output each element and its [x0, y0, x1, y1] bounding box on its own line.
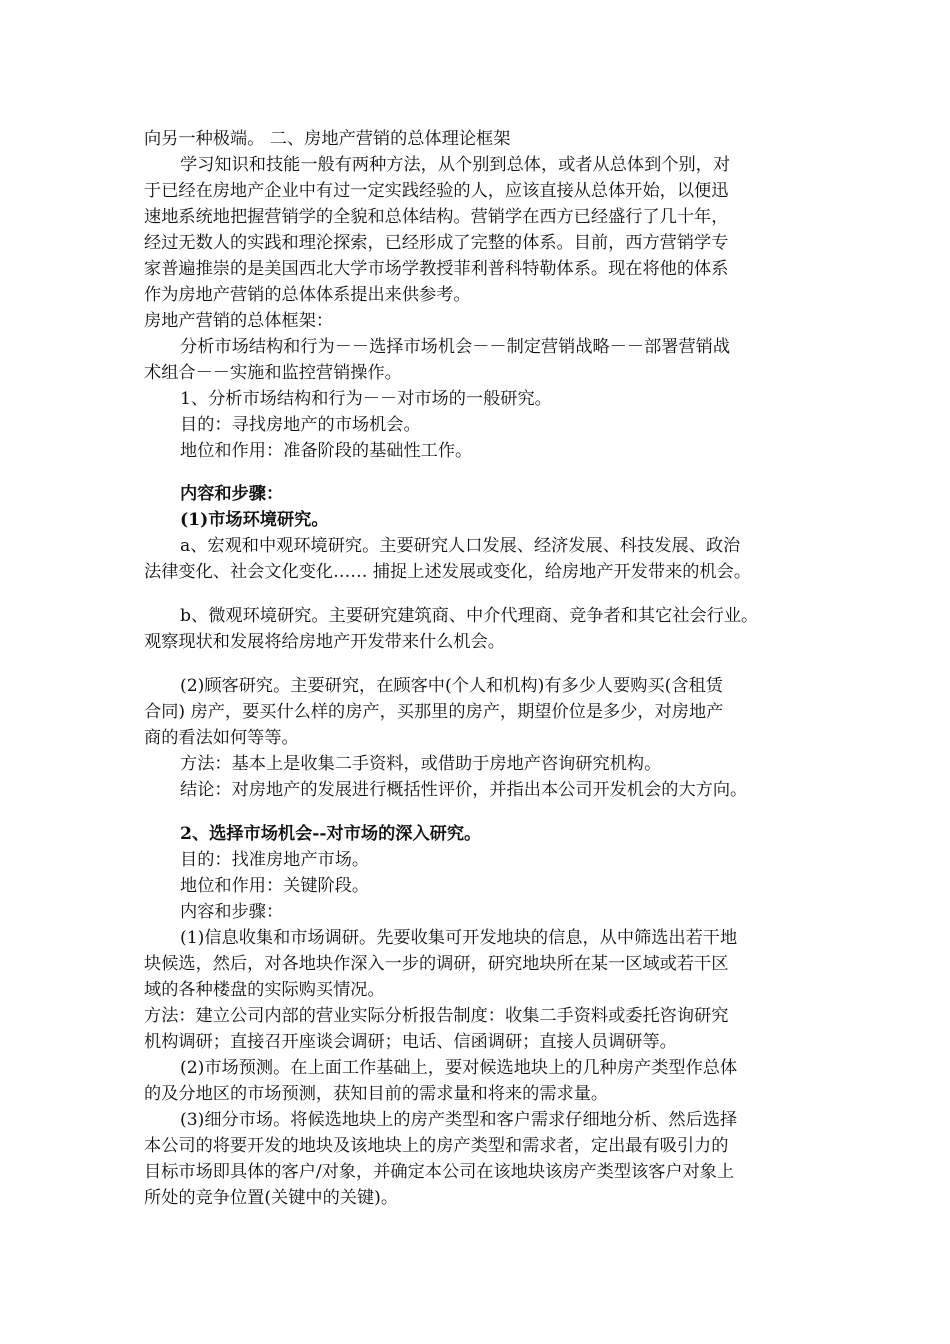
text-line-39: 所处的竞争位置(关键中的关键)。 — [144, 1188, 399, 1208]
text-line-36: (3)细分市场。将候选地块上的房产类型和客户需求仔细地分析、然后选择 — [180, 1110, 738, 1130]
text-line-35: 的及分地区的市场预测，获知目前的需求量和将来的需求量。 — [144, 1084, 609, 1104]
text-line-24: 结论：对房地产的发展进行概括性评价，并指出本公司开发机会的大方向。 — [180, 780, 748, 800]
text-line-23: 方法：基本上是收集二手资料，或借助于房地产咨询研究机构。 — [180, 754, 662, 774]
text-line-29: (1)信息收集和市场调研。先要收集可开发地块的信息，从中筛选出若干地 — [180, 928, 738, 948]
text-line-2: 学习知识和技能一般有两种方法，从个别到总体，或者从总体到个别，对 — [180, 155, 731, 175]
text-line-13: 地位和作用：准备阶段的基础性工作。 — [180, 441, 473, 461]
text-line-8: 房地产营销的总体框架： — [144, 311, 334, 331]
text-line-5: 经过无数人的实践和理沦探索，已经形成了完整的体系。目前，西方营销学专 — [144, 233, 729, 253]
text-line-19: 观察现状和发展将给房地产开发带来什么机会。 — [144, 632, 505, 652]
text-line-28: 内容和步骤： — [180, 902, 284, 922]
text-line-12: 目的：寻找房地产的市场机会。 — [180, 415, 421, 435]
text-line-10: 术组合－－实施和监控营销操作。 — [144, 363, 402, 383]
text-line-17: 法律变化、社会文化变化…… 捕捉上述发展或变化，给房地产开发带来的机会。 — [144, 562, 752, 582]
subsection-heading: (1)市场环境研究。 — [180, 510, 329, 530]
text-line-4: 速地系统地把握营销学的全貌和总体结构。营销学在西方已经盛行了几十年， — [144, 207, 729, 227]
text-line-27: 地位和作用：关键阶段。 — [180, 876, 370, 896]
text-line-22: 商的看法如何等等。 — [144, 728, 299, 748]
section-heading-2: 2、选择市场机会--对市场的深入研究。 — [180, 824, 482, 844]
text-line-32: 方法：建立公司内部的营业实际分析报告制度：收集二手资料或委托咨询研究 — [144, 1006, 729, 1026]
text-line-21: 合同) 房产，要买什么样的房产，买那里的房产，期望价位是多少，对房地产 — [144, 702, 724, 722]
text-line-7: 作为房地产营销的总体体系提出来供参考。 — [144, 285, 471, 305]
text-line-20: (2)顾客研究。主要研究，在顾客中(个人和机构)有多少人要购买(含租赁 — [180, 676, 723, 696]
text-line-6: 家普遍推崇的是美国西北大学市场学教授菲利普科特勒体系。现在将他的体系 — [144, 259, 729, 279]
text-line-31: 域的各种楼盘的实际购买情况。 — [144, 980, 385, 1000]
section-heading: 内容和步骤： — [180, 484, 284, 504]
text-line-16: a、宏观和中观环境研究。主要研究人口发展、经济发展、科技发展、政治 — [180, 536, 741, 556]
text-line-37: 本公司的将要开发的地块及该地块上的房产类型和需求者，定出最有吸引力的 — [144, 1136, 729, 1156]
text-line-18: b、微观环境研究。主要研究建筑商、中介代理商、竞争者和其它社会行业。 — [180, 606, 759, 626]
text-line-9: 分析市场结构和行为－－选择市场机会－－制定营销战略－－部署营销战 — [180, 337, 731, 357]
text-line-33: 机构调研；直接召开座谈会调研；电话、信函调研；直接人员调研等。 — [144, 1032, 677, 1052]
text-line-30: 块候选，然后，对各地块作深入一步的调研，研究地块所在某一区域或若干区 — [144, 954, 729, 974]
text-line-3: 于已经在房地产企业中有过一定实践经验的人，应该直接从总体开始，以便迅 — [144, 181, 729, 201]
text-line-11: 1、分析市场结构和行为－－对市场的一般研究。 — [180, 389, 552, 409]
text-line-38: 目标市场即具体的客户/对象，并确定本公司在该地块该房产类型该客户对象上 — [144, 1162, 735, 1182]
text-line-26: 目的：找准房地产市场。 — [180, 850, 370, 870]
text-line-34: (2)市场预测。在上面工作基础上，要对候选地块上的几种房产类型作总体 — [180, 1058, 738, 1078]
text-line-1: 向另一种极端。 二、房地产营销的总体理论框架 — [144, 129, 511, 149]
